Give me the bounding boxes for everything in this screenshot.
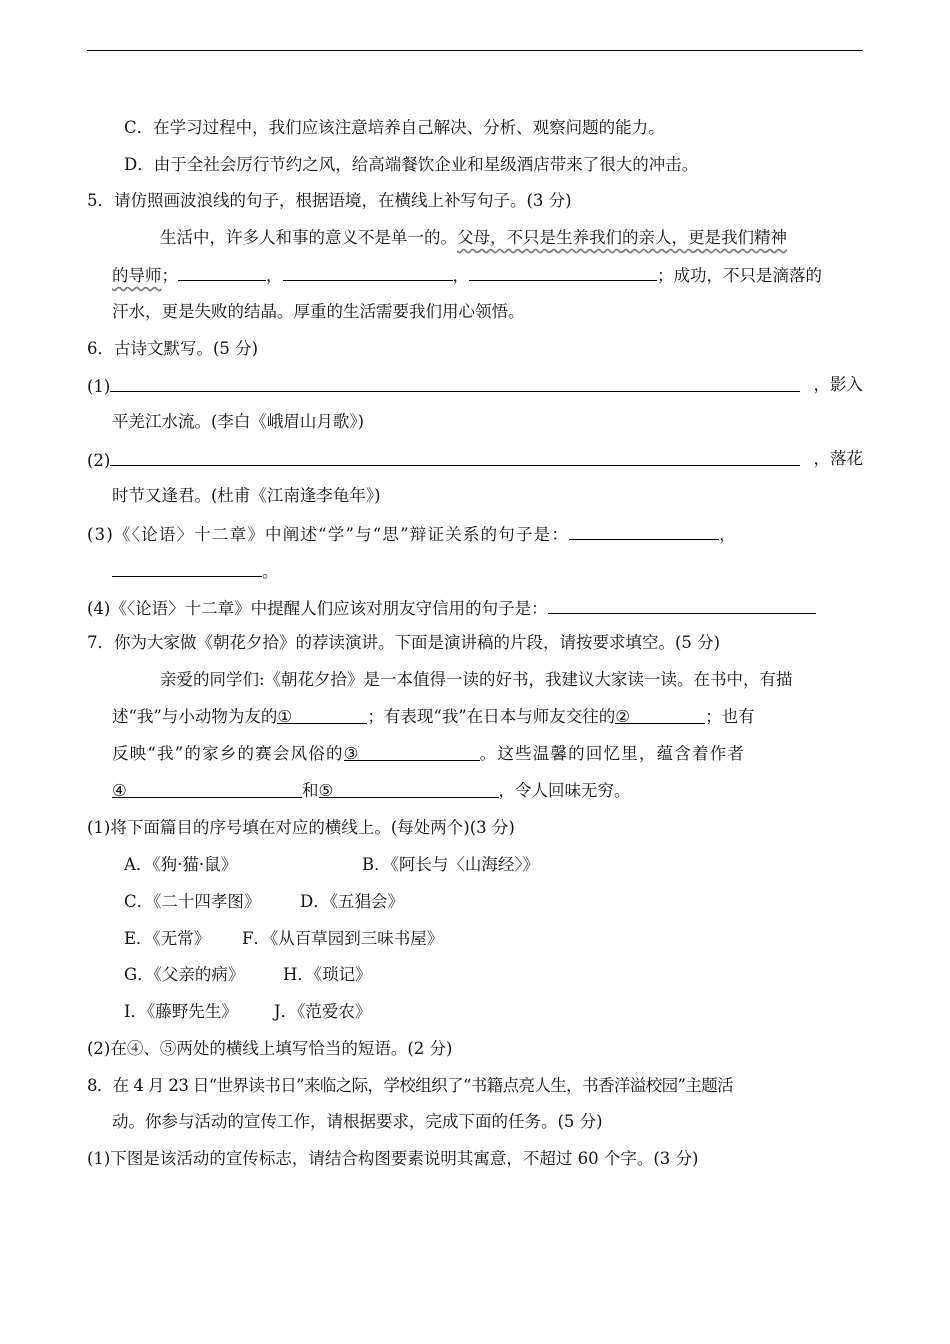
- q7-blank-1[interactable]: [277, 706, 367, 724]
- q5-title: 5．请仿照画波浪线的句子，根据语境，在横线上补写句子。(3 分): [87, 191, 572, 210]
- q7-blank-2[interactable]: [615, 706, 705, 724]
- q5-blank-1[interactable]: [178, 263, 266, 281]
- q4-option-d: D．由于全社会厉行节约之风，给高端餐饮企业和星级酒店带来了很大的冲击。: [124, 155, 699, 174]
- q7-line2-text-b: ；有表现“我”在日本与师友交往的: [367, 707, 616, 726]
- q7-option-b: B．《阿长与〈山海经〉》: [362, 855, 540, 874]
- q5-semicolon: ；: [161, 266, 178, 285]
- q6-item-3-comma: ，: [719, 525, 736, 544]
- q5-wavy-sentence-end: 的导师: [112, 266, 162, 285]
- q5-paragraph-line2: [112, 263, 822, 287]
- q7-and: 和: [302, 781, 319, 800]
- q5-wavy-sentence: 父母，不只是生养我们的亲人，更是我们精神: [457, 228, 787, 247]
- q6-item-2-tail: ，落花: [813, 449, 863, 468]
- q6-item-3: [87, 522, 736, 546]
- q7-speech-line2: [112, 706, 755, 728]
- q5-line2-tail: ；成功，不只是滴落的: [657, 266, 822, 285]
- q7-speech-line4: [112, 780, 631, 802]
- q7-subquestion-2: (2)在④、⑤两处的横线上填写恰当的短语。(2 分): [87, 1039, 453, 1058]
- q7-option-f: F．《从百草园到三味书屋》: [242, 929, 444, 948]
- q7-option-j: J．《范爱农》: [274, 1002, 372, 1021]
- q7-option-a: A．《狗·猫·鼠》: [124, 855, 238, 874]
- q7-option-i: I．《藤野先生》: [124, 1002, 238, 1021]
- q8-subquestion-1: (1)下图是该活动的宣传标志，请结合构图要素说明其寓意，不超过 60 个字。(3 分): [87, 1149, 699, 1168]
- q7-option-c: C．《二十四孝图》: [124, 892, 261, 911]
- q8-intro-line2: 动。你参与活动的宣传工作，请根据要求，完成下面的任务。(5 分): [112, 1112, 603, 1131]
- q5-blank-2[interactable]: [283, 263, 453, 281]
- q6-item-3-prompt: (3)《〈论语〉十二章》中阐述“学”与“思”辩证关系的句子是：: [87, 525, 570, 544]
- q6-item-3-blank-2[interactable]: [112, 559, 262, 577]
- q6-item-3-blank-1[interactable]: [569, 522, 719, 540]
- q5-paragraph-line1: [160, 227, 787, 249]
- q6-item-1-number: (1): [87, 377, 111, 396]
- q7-marker-4: ④: [112, 781, 127, 800]
- q7-option-e: E．《无常》: [124, 929, 211, 948]
- q7-blank-5[interactable]: [319, 780, 499, 798]
- q6-item-2-continuation: 时节又逢君。(杜甫《江南逢李龟年》): [112, 486, 381, 505]
- q6-item-1-tail: ，影入: [813, 375, 863, 394]
- q7-marker-1: ①: [277, 707, 293, 726]
- q6-item-1-continuation: 平羌江水流。(李白《峨眉山月歌》): [112, 412, 365, 431]
- q7-title: 7．你为大家做《朝花夕拾》的荐读演讲。下面是演讲稿的片段，请按要求填空。(5 分): [87, 633, 721, 652]
- q7-marker-3: ③: [343, 744, 359, 763]
- q5-plain-text: 生活中，许多人和事的意义不是单一的。: [160, 228, 457, 247]
- q6-item-1-blank[interactable]: [110, 374, 800, 392]
- q7-option-h: H．《琐记》: [283, 965, 372, 984]
- q7-speech-line1: 亲爱的同学们:《朝花夕拾》是一本值得一读的好书，我建议大家读一读。在书中，有描: [160, 670, 793, 689]
- q7-line2-text-a: 述“我”与小动物为友的: [112, 707, 278, 726]
- q6-item-2: [87, 448, 863, 472]
- q5-comma-2: ，: [452, 266, 469, 285]
- q7-subquestion-1: (1)将下面篇目的序号填在对应的横线上。(每处两个)(3 分): [87, 818, 515, 837]
- q6-item-2-blank[interactable]: [110, 448, 800, 466]
- q4-option-c: C．在学习过程中，我们应该注意培养自己解决、分析、观察问题的能力。: [124, 118, 665, 137]
- q6-item-4: [87, 596, 816, 620]
- q7-marker-5: ⑤: [318, 781, 334, 800]
- q6-item-2-number: (2): [87, 451, 111, 470]
- q7-option-d: D．《五猖会》: [300, 892, 404, 911]
- q7-blank-3[interactable]: [344, 743, 480, 761]
- q7-speech-line3: [112, 743, 745, 765]
- q7-blank-4[interactable]: [112, 780, 302, 798]
- q7-line2-text-c: ；也有: [705, 707, 755, 726]
- q5-paragraph-line3: 汗水，更是失败的结晶。厚重的生活需要我们用心领悟。: [112, 302, 525, 321]
- q7-line4-tail: ，令人回味无穷。: [498, 781, 631, 800]
- q7-line3-text-b: 。这些温馨的回忆里，蕴含着作者: [479, 744, 746, 763]
- q7-option-g: G．《父亲的病》: [124, 965, 245, 984]
- q7-marker-2: ②: [615, 707, 631, 726]
- q6-item-3-period: 。: [262, 562, 279, 581]
- q5-blank-3[interactable]: [469, 263, 657, 281]
- q6-item-4-prompt: (4)《〈论语〉十二章》中提醒人们应该对朋友守信用的句子是：: [87, 599, 548, 618]
- q6-title: 6．古诗文默写。(5 分): [87, 339, 259, 358]
- header-rule: [87, 50, 863, 51]
- q6-item-4-blank[interactable]: [548, 596, 816, 614]
- q6-item-3-continuation: [112, 559, 279, 583]
- q8-intro-line1: 8．在 4 月 23 日“世界读书日”来临之际，学校组织了“书籍点亮人生，书香洋溢校园”主题活: [87, 1076, 734, 1095]
- q5-comma-1: ，: [266, 266, 283, 285]
- q7-line3-text-a: 反映“我”的家乡的赛会风俗的: [112, 744, 344, 763]
- q6-item-1: [87, 374, 863, 398]
